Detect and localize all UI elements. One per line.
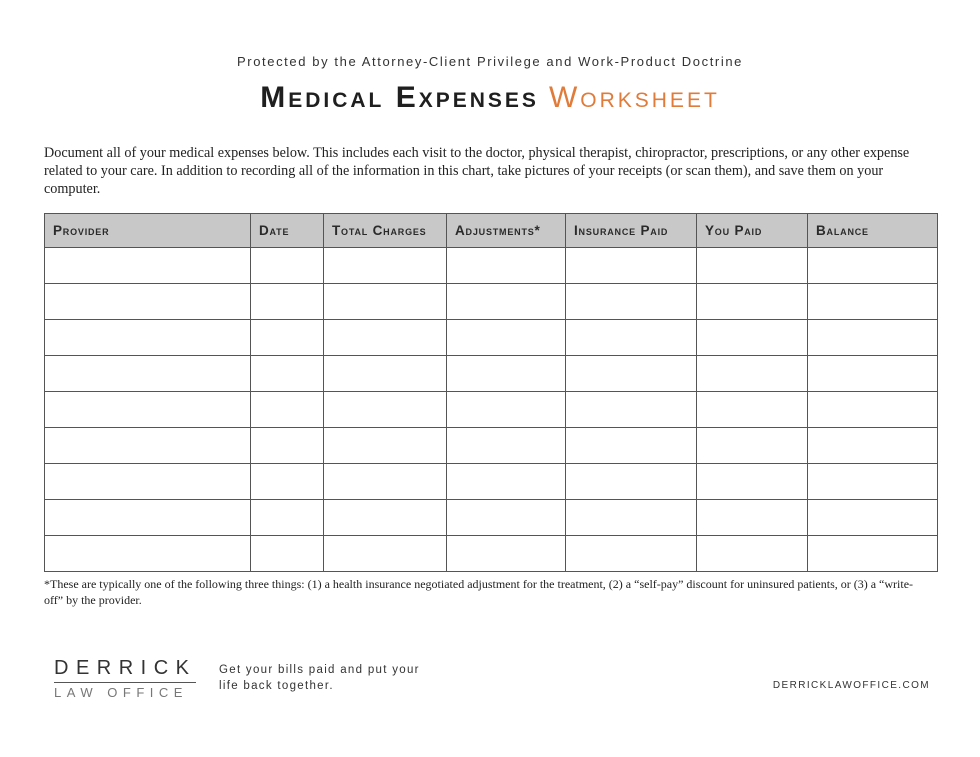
table-row — [45, 500, 938, 536]
table-cell[interactable] — [45, 428, 251, 464]
table-cell[interactable] — [697, 464, 808, 500]
table-cell[interactable] — [808, 536, 938, 572]
table-cell[interactable] — [324, 500, 447, 536]
title-accent: Worksheet — [548, 81, 720, 114]
table-cell[interactable] — [251, 320, 324, 356]
intro-paragraph: Document all of your medical expenses below. This includes each visit to the doctor, physical therapist, chiropractor, prescriptions, or any other expense related to your care. In addition to recording all of the information in this chart, take pictures of your receipts (or scan them), and save them on your computer. — [44, 145, 910, 197]
table-cell[interactable] — [808, 428, 938, 464]
table-row — [45, 248, 938, 284]
table-cell[interactable] — [447, 428, 566, 464]
title-bold: Medical Expenses — [260, 81, 539, 114]
table-cell[interactable] — [447, 536, 566, 572]
col-adjustments: Adjustments* — [447, 214, 566, 248]
table-body — [45, 248, 938, 572]
website-url[interactable]: DERRICKLAWOFFICE.COM — [772, 680, 930, 691]
table-cell[interactable] — [566, 320, 697, 356]
col-balance: Balance — [808, 214, 938, 248]
table-cell[interactable] — [251, 536, 324, 572]
table-cell[interactable] — [45, 284, 251, 320]
table-cell[interactable] — [45, 248, 251, 284]
table-cell[interactable] — [566, 356, 697, 392]
table-cell[interactable] — [251, 428, 324, 464]
table-cell[interactable] — [447, 284, 566, 320]
expenses-table — [44, 213, 938, 572]
table-cell[interactable] — [566, 428, 697, 464]
table-cell[interactable] — [45, 320, 251, 356]
table-cell[interactable] — [566, 248, 697, 284]
derrick-logo — [54, 657, 196, 700]
tagline: Get your bills paid and put your life back together. — [219, 664, 420, 692]
table-cell[interactable] — [324, 392, 447, 428]
table-cell[interactable] — [251, 356, 324, 392]
table-row — [45, 392, 938, 428]
table-cell[interactable] — [45, 392, 251, 428]
table-cell[interactable] — [447, 356, 566, 392]
table-cell[interactable] — [447, 248, 566, 284]
privilege-notice: Protected by the Attorney-Client Privilege and Work-Product Doctrine — [237, 54, 743, 69]
table-cell[interactable] — [324, 320, 447, 356]
table-cell[interactable] — [697, 536, 808, 572]
table-cell[interactable] — [566, 536, 697, 572]
col-insurance-paid: Insurance Paid — [566, 214, 697, 248]
table-cell[interactable] — [808, 500, 938, 536]
table-cell[interactable] — [566, 464, 697, 500]
table-cell[interactable] — [45, 500, 251, 536]
table-row — [45, 356, 938, 392]
table-cell[interactable] — [447, 464, 566, 500]
table-cell[interactable] — [697, 392, 808, 428]
table-cell[interactable] — [45, 464, 251, 500]
table-cell[interactable] — [324, 536, 447, 572]
table-row — [45, 284, 938, 320]
table-cell[interactable] — [697, 284, 808, 320]
table-row — [45, 428, 938, 464]
table-cell[interactable] — [251, 248, 324, 284]
table-cell[interactable] — [697, 356, 808, 392]
table-cell[interactable] — [251, 284, 324, 320]
table-cell[interactable] — [697, 428, 808, 464]
table-cell[interactable] — [251, 464, 324, 500]
table-cell[interactable] — [324, 248, 447, 284]
table-cell[interactable] — [808, 356, 938, 392]
logo-subtitle: LAW OFFICE — [54, 685, 188, 700]
col-you-paid: You Paid — [697, 214, 808, 248]
table-cell[interactable] — [808, 464, 938, 500]
table-cell[interactable] — [808, 248, 938, 284]
table-cell[interactable] — [697, 248, 808, 284]
table-header-row — [45, 214, 938, 248]
table-cell[interactable] — [697, 500, 808, 536]
table-row — [45, 536, 938, 572]
table-cell[interactable] — [566, 500, 697, 536]
table-cell[interactable] — [251, 392, 324, 428]
table-row — [45, 464, 938, 500]
table-cell[interactable] — [324, 284, 447, 320]
col-total-charges: Total Charges — [324, 214, 447, 248]
table-cell[interactable] — [808, 392, 938, 428]
table-cell[interactable] — [45, 356, 251, 392]
table-cell[interactable] — [324, 428, 447, 464]
table-cell[interactable] — [447, 392, 566, 428]
page-title — [0, 81, 980, 115]
table-cell[interactable] — [447, 500, 566, 536]
logo-name: DERRICK — [54, 657, 196, 683]
col-date: Date — [251, 214, 324, 248]
table-cell[interactable] — [447, 320, 566, 356]
footnote: *These are typically one of the following three things: (1) a health insurance negotiated adjustment for the treatment, (2) a “self-pay” discount for uninsured patients, or (3) a “write-off” by the provider. — [44, 577, 914, 607]
table-cell[interactable] — [324, 464, 447, 500]
table-cell[interactable] — [324, 356, 447, 392]
table-cell[interactable] — [251, 500, 324, 536]
table-cell[interactable] — [566, 392, 697, 428]
table-cell[interactable] — [566, 284, 697, 320]
table-cell[interactable] — [808, 320, 938, 356]
table-cell[interactable] — [808, 284, 938, 320]
table-row — [45, 320, 938, 356]
table-cell[interactable] — [45, 536, 251, 572]
table-cell[interactable] — [697, 320, 808, 356]
col-provider: Provider — [45, 214, 251, 248]
